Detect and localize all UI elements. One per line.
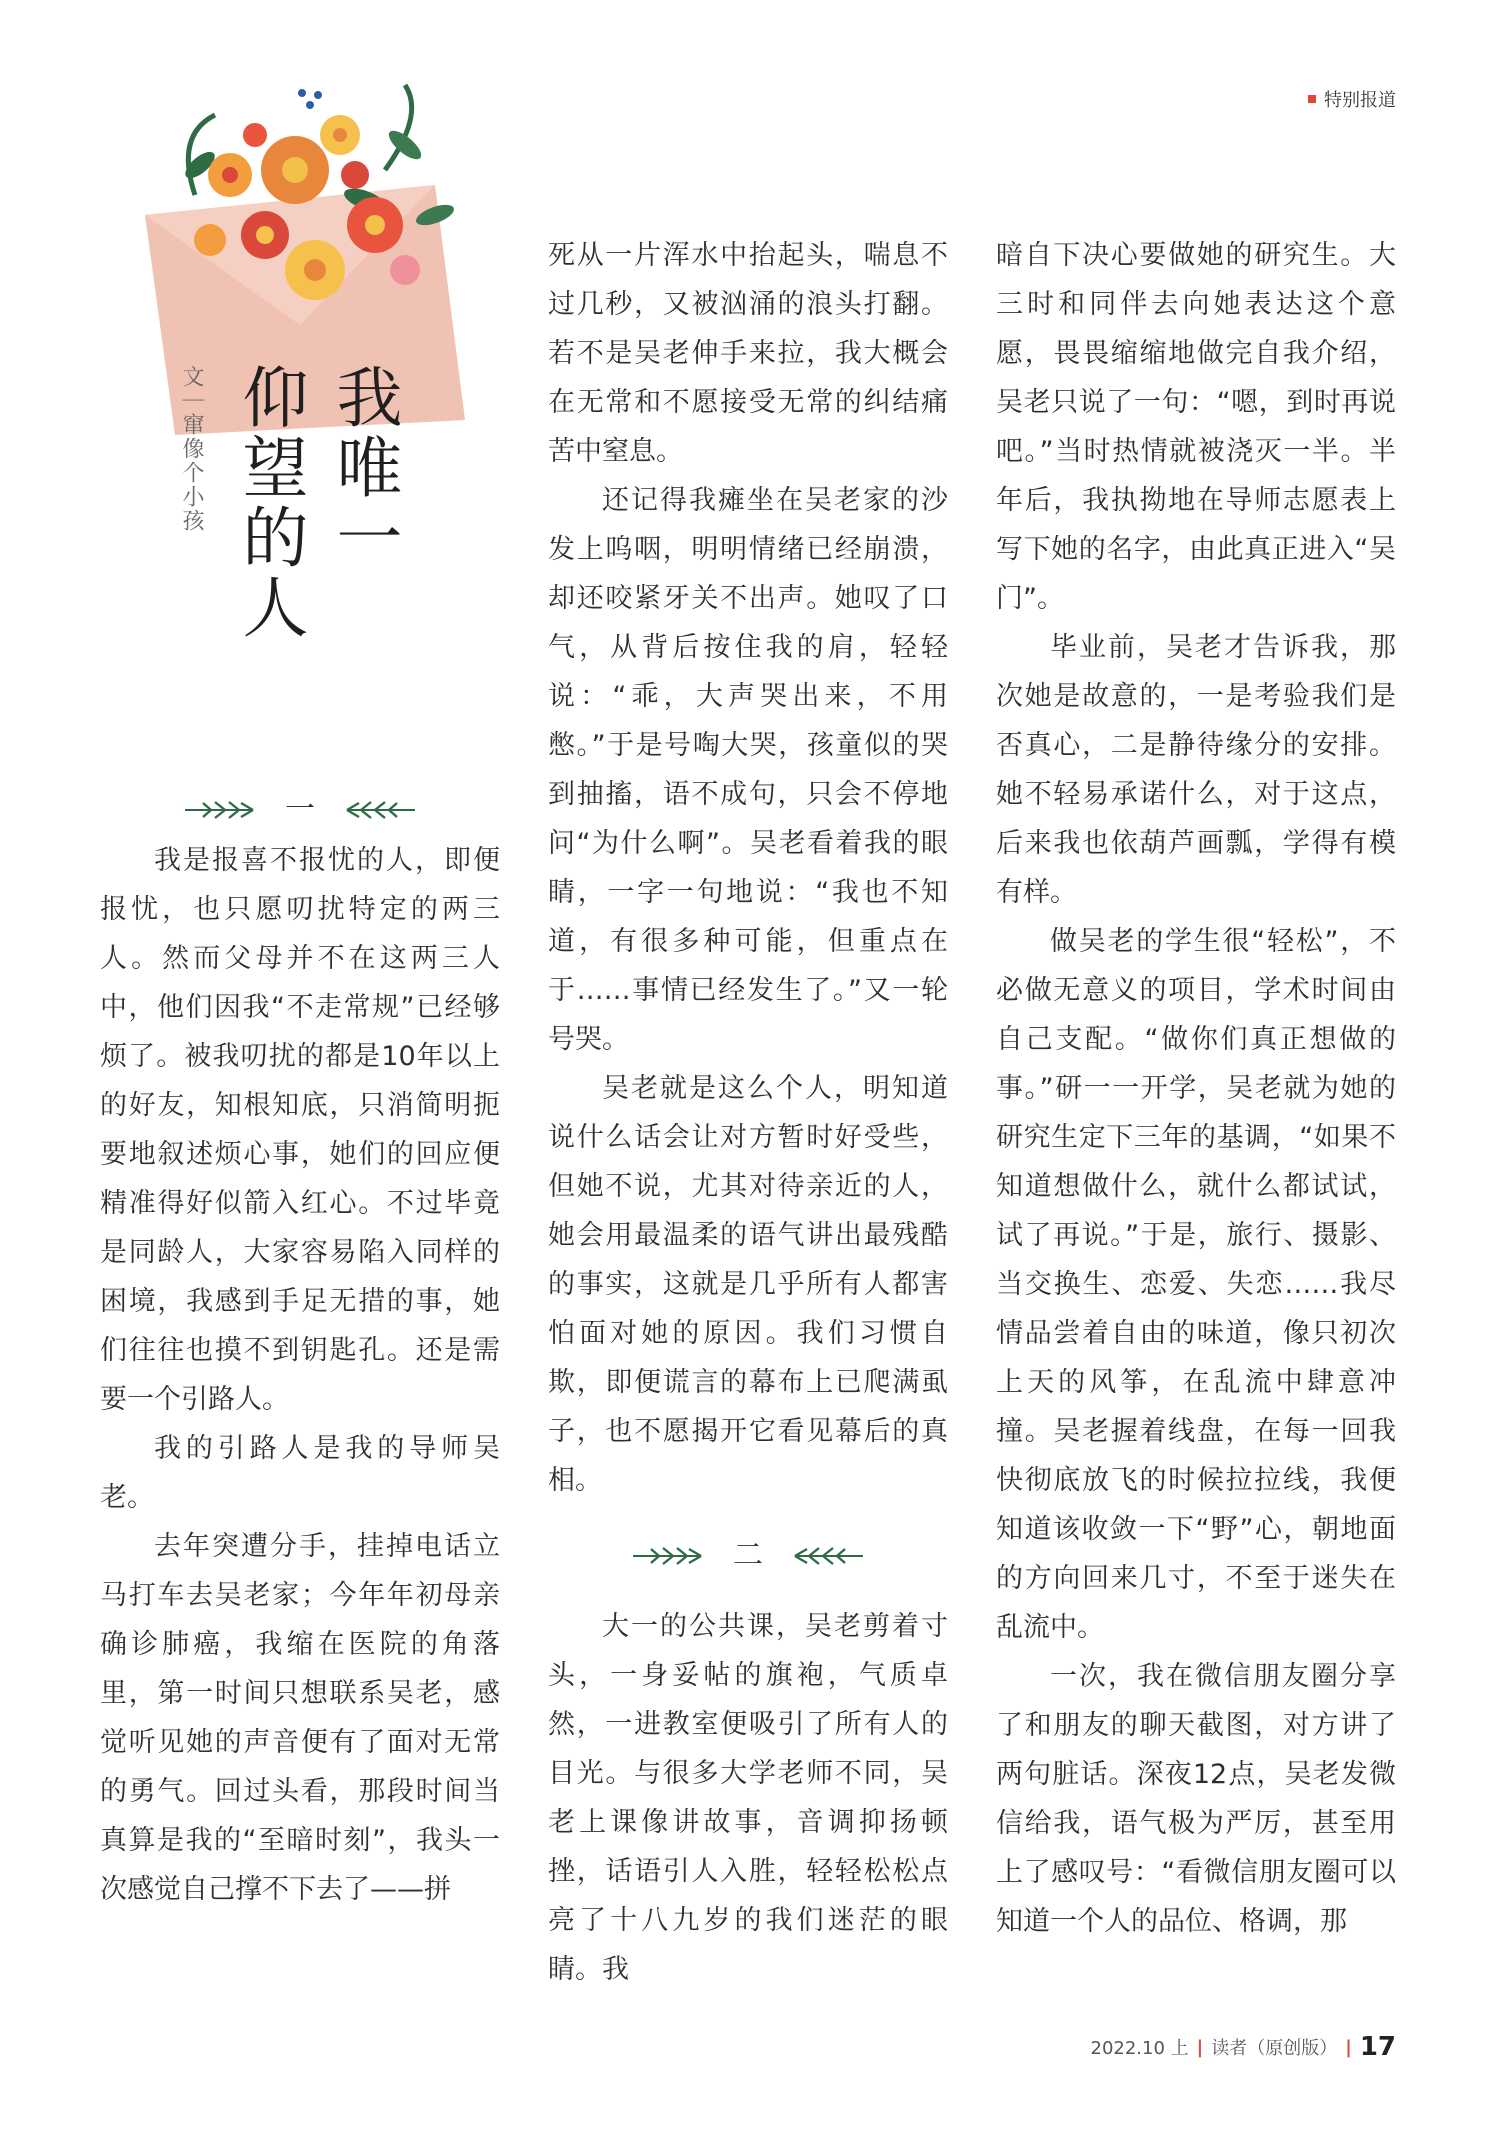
page-footer [1091,2032,1397,2062]
paragraph: 一次，我在微信朋友圈分享了和朋友的聊天截图，对方讲了两句脏话。深夜12点，吴老发微信给我，语气极为严厉，甚至用上了感叹号：“看微信朋友圈可以知道一个人的品位、格调，那 [996,1661,1396,1937]
paragraph: 还记得我瘫坐在吴老家的沙发上呜咽，明明情绪已经崩溃，却还咬紧牙关不出声。她叹了口气，从背后按住我的肩，轻轻说：“乖，大声哭出来，不用憋。”于是号啕大哭，孩童似的哭到抽搐，语不成句，只会不停地问“为什么啊”。吴老看着我的眼睛，一字一句地说：“我也不知道，有很多种可能，但重点在于……事情已经发生了。”又一轮号哭。 [548,485,948,1055]
leaf-sprig-left-icon [183,797,263,823]
column-2 [548,231,948,1994]
section-divider-2 [548,1531,948,1580]
paragraph: 死从一片浑水中抬起头，喘息不过几秒，又被汹涌的浪头打翻。若不是吴老伸手来拉，我大概会在无常和不愿接受无常的纠结痛苦中窒息。 [548,240,948,467]
section-number-1: 一 [285,792,315,827]
paragraph: 去年突遭分手，挂掉电话立马打车去吴老家；今年年初母亲确诊肺癌，我缩在医院的角落里，第一时间只想联系吴老，感觉听见她的声音便有了面对无常的勇气。回过头看，那段时间当真算是我的“至暗时刻”，我头一次感觉自己撑不下去了——拼 [100,1531,500,1905]
leaf-sprig-left-icon [631,1543,711,1569]
byline: 文｜窜像个小孩 [179,365,204,533]
paragraph: 我的引路人是我的导师吴老。 [100,1433,500,1513]
paragraph: 吴老就是这么个人，明知道说什么话会让对方暂时好受些，但她不说，尤其对待亲近的人，她会用最温柔的语气讲出最残酷的事实，这就是几乎所有人都害怕面对她的原因。我们习惯自欺，即便谎言的幕布上已爬满虱子，也不愿揭开它看见幕后的真相。 [548,1073,948,1496]
page-number: 17 [1359,2032,1396,2062]
leaf-sprig-right-icon [785,1543,865,1569]
section-divider-1 [100,785,500,834]
section-marker-icon [1308,95,1316,103]
title-line-2: 仰望的人 [231,363,308,643]
section-label: 特别报道 [1324,90,1396,111]
paragraph: 大一的公共课，吴老剪着寸头，一身妥帖的旗袍，气质卓然，一进教室便吸引了所有人的目光。与很多大学老师不同，吴老上课像讲故事，音调抑扬顿挫，话语引人入胜，轻轻松松点亮了十八九岁的我们迷茫的眼睛。我 [548,1611,948,1985]
section-number-2: 二 [733,1538,763,1573]
section-tag [1308,86,1396,112]
magazine-name: 读者（原创版） [1211,2038,1338,2059]
article-title [231,363,402,643]
issue-date: 2022.10 上 [1090,2038,1189,2059]
title-line-1: 我唯一 [325,363,402,573]
paragraph: 毕业前，吴老才告诉我，那次她是故意的，一是考验我们是否真心，二是静待缘分的安排。她不轻易承诺什么，对于这点，后来我也依葫芦画瓢，学得有模有样。 [996,632,1396,908]
footer-separator: | [1196,2036,1204,2058]
footer-separator: | [1345,2036,1352,2058]
paragraph: 暗自下决心要做她的研究生。大三时和同伴去向她表达这个意愿，畏畏缩缩地做完自我介绍，吴老只说了一句：“嗯，到时再说吧。”当时热情就被浇灭一半。半年后，我执拗地在导师志愿表上写下她的名字，由此真正进入“吴门”。 [996,240,1396,614]
column-1 [100,785,500,1914]
column-3 [996,231,1396,1946]
paragraph: 我是报喜不报忧的人，即便报忧，也只愿叨扰特定的两三人。然而父母并不在这两三人中，他们因我“不走常规”已经够烦了。被我叨扰的都是10年以上的好友，知根知底，只消简明扼要地叙述烦心事，她们的回应便精准得好似箭入红心。不过毕竟是同龄人，大家容易陷入同样的困境，我感到手足无措的事，她们往往也摸不到钥匙孔。还是需要一个引路人。 [100,845,500,1415]
leaf-sprig-right-icon [337,797,417,823]
paragraph: 做吴老的学生很“轻松”，不必做无意义的项目，学术时间由自己支配。“做你们真正想做的事。”研一一开学，吴老就为她的研究生定下三年的基调，“如果不知道想做什么，就什么都试试，试了再说。”于是，旅行、摄影、当交换生、恋爱、失恋……我尽情品尝着自由的味道，像只初次上天的风筝，在乱流中肆意冲撞。吴老握着线盘，在每一回我快彻底放飞的时候拉拉线，我便知道该收敛一下“野”心，朝地面的方向回来几寸，不至于迷失在乱流中。 [996,926,1396,1643]
